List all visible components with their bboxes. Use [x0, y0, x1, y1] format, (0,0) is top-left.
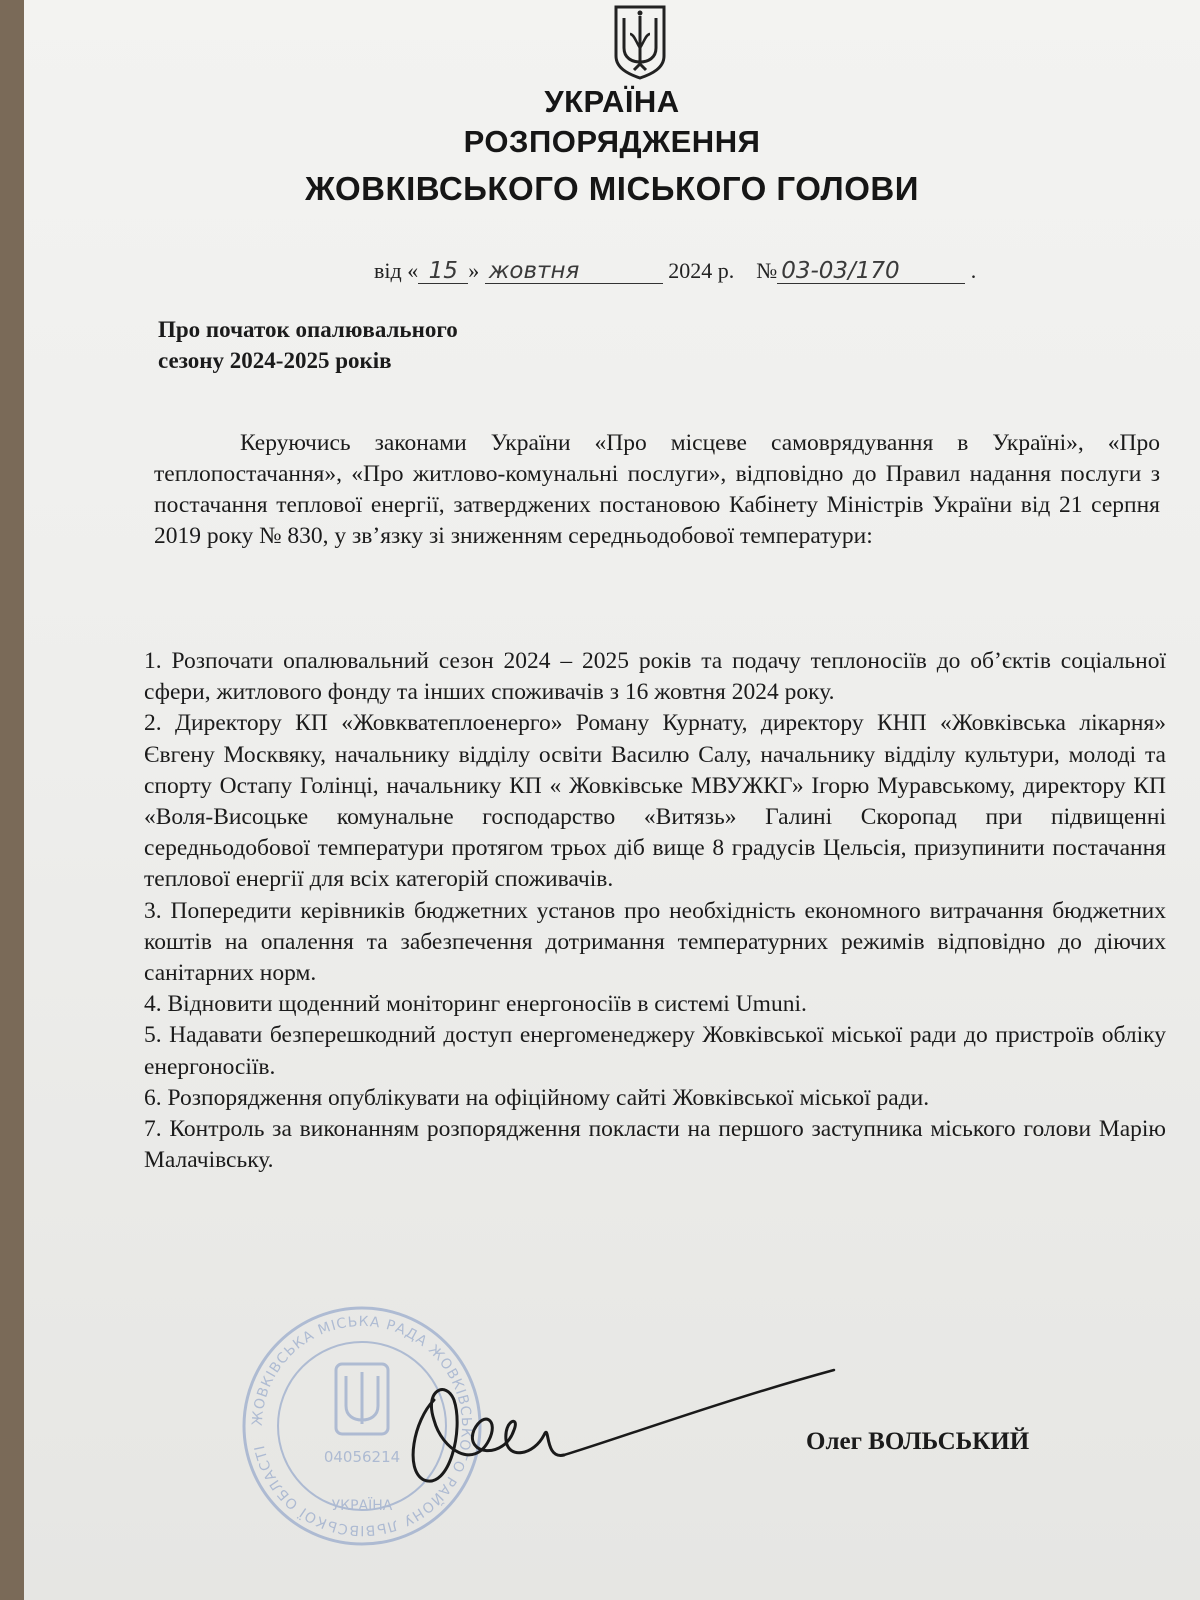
trident-emblem-icon: [612, 4, 668, 80]
subject-line-1: Про початок опалювального: [158, 317, 458, 342]
header-issuer: ЖОВКІВСЬКОГО МІСЬКОГО ГОЛОВИ: [305, 170, 919, 207]
svg-text:ЖОВКІВСЬКА МІСЬКА РАДА ЖОВКІВС: ЖОВКІВСЬКА МІСЬКА РАДА ЖОВКІВСЬКОГО РАЙОНУ ЛЬВІВСЬКОЇ ОБЛАСТІ: [249, 1313, 475, 1539]
handwritten-signature: [394, 1360, 864, 1510]
dateline-tail: .: [970, 258, 977, 283]
order-item: 4. Відновити щоденний моніторинг енергоносіїв в системі Umuni.: [144, 991, 807, 1018]
svg-text:04056214: 04056214: [323, 1448, 401, 1466]
header-country: УКРАЇНА: [544, 84, 680, 119]
date-year: 2024 р.: [668, 258, 735, 283]
document-subject: [158, 314, 578, 376]
subject-line-2: сезону 2024-2025 років: [158, 348, 392, 373]
document-number: 03-03/170: [777, 259, 965, 284]
order-item: 7. Контроль за виконанням розпорядження покласти на першого заступника міського голови Марію Малачівську.: [144, 1116, 1166, 1174]
order-item: 6. Розпорядження опублікувати на офіційному сайті Жовківської міської ради.: [144, 1084, 930, 1111]
order-item: 1. Розпочати опалювальний сезон 2024 – 2025 років та подачу теплоносіїв до об’єктів соціальної сфери, житлового фонду та інших споживачів з 16 жовтня 2024 року.: [144, 648, 1166, 706]
document-page: [24, 0, 1200, 1600]
svg-text:УКРАЇНА: УКРАЇНА: [331, 1498, 393, 1514]
date-month: жовтня: [485, 259, 663, 284]
header-doc-type: РОЗПОРЯДЖЕННЯ: [463, 124, 761, 159]
date-mid: »: [468, 258, 480, 283]
date-prefix: від «: [374, 258, 419, 283]
date-day: 15: [418, 259, 468, 284]
signer-name: Олег ВОЛЬСЬКИЙ: [806, 1428, 1030, 1455]
preamble-paragraph: Керуючись законами України «Про місцеве самоврядування в Україні», «Про теплопостачання», «Про житлово-комунальні послуги», відповідно до Правил надання послуги з постачання теплової енергії, затверджених постановою Кабінету Міністрів України від 21 серпня 2019 року № 830, у зв’язку зі зниженням середньодобової температури:: [154, 430, 1160, 549]
number-label: №: [756, 258, 778, 283]
order-item: 2. Директору КП «Жовкватеплоенерго» Роману Курнату, директору КНП «Жовківська лікарня» Євгену Москвяку, начальнику відділу освіти Василю Салу, начальнику відділу культури, молоді та спорту Остапу Голінці, начальнику КП « Жовківське МВУЖКГ» Ігорю Муравському, директору КП «Воля-Висоцьке комунальне господарство «Витязь» Галині Скоропад при підвищенні середньодобової температури протягом трьох діб вище 8 градусів Цельсія, призупинити постачання теплової енергії для всіх категорій споживачів.: [144, 710, 1166, 893]
order-item: 5. Надавати безперешкодний доступ енергоменеджеру Жовківської міської ради до пристроїв обліку енергоносіїв.: [144, 1022, 1166, 1080]
date-number-line: [374, 258, 976, 284]
order-item: 3. Попередити керівників бюджетних установ про необхідність економного витрачання бюджетних коштів на опалення та забезпечення дотримання температурних режимів відповідно до діючих санітарних норм.: [144, 897, 1166, 987]
order-items: [144, 646, 1166, 1176]
